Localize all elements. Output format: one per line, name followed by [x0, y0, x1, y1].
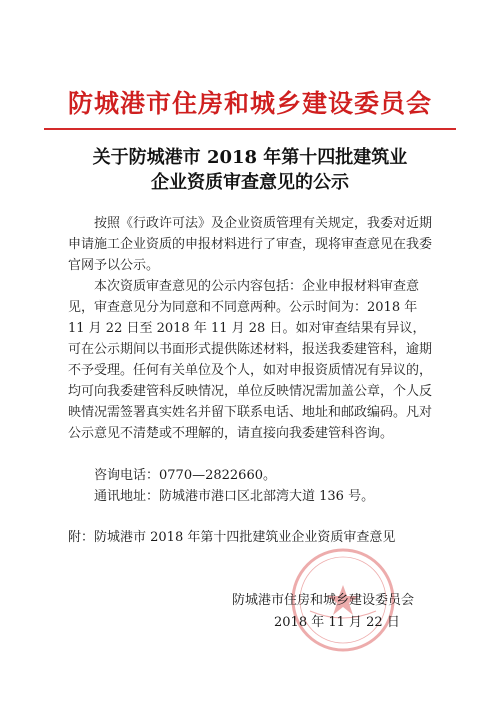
contact-address: 通讯地址：防城港市港口区北部湾大道 136 号。	[94, 489, 375, 504]
header-divider	[44, 128, 456, 130]
body-paragraph-2: 本次资质审查意见的公示内容包括：企业申报材料审查意见，审查意见分为同意和不同意两种。公示时间为：2018 年 11 月 22 日至 2018 年 11 月 28 日。如对审查结果有异议，可在公示期间以书面形式提供陈述材料，报送我委建管科，逾期不予受理。任何有关单位及个人，如对申报资质情况有异议的，均可向我委建管科反映情况，单位反映情况需加盖公章，个人反映情况需签署真实姓名并留下联系电话、地址和邮政编码。凡对公示意见不清楚或不理解的，请直接向我委建管科咨询。	[68, 279, 433, 441]
body-paragraph-1: 按照《行政许可法》及企业资质管理有关规定，我委对近期申请施工企业资质的申报材料进行了审查，现将审查意见在我委官网予以公示。	[68, 216, 433, 273]
attachment-note: 附：防城港市 2018 年第十四批建筑业企业资质审查意见	[68, 530, 396, 545]
contact-phone: 咨询电话：0770—2822660。	[94, 468, 276, 483]
document-title-line2: 企业资质审查意见的公示	[151, 172, 349, 193]
signature-organization: 防城港市住房和城乡建设委员会	[232, 593, 415, 608]
signature-date: 2018 年 11 月 22 日	[274, 615, 400, 630]
org-header-title: 防城港市住房和城乡建设委员会	[67, 89, 432, 118]
document-title-line1: 关于防城港市 2018 年第十四批建筑业	[92, 147, 408, 168]
